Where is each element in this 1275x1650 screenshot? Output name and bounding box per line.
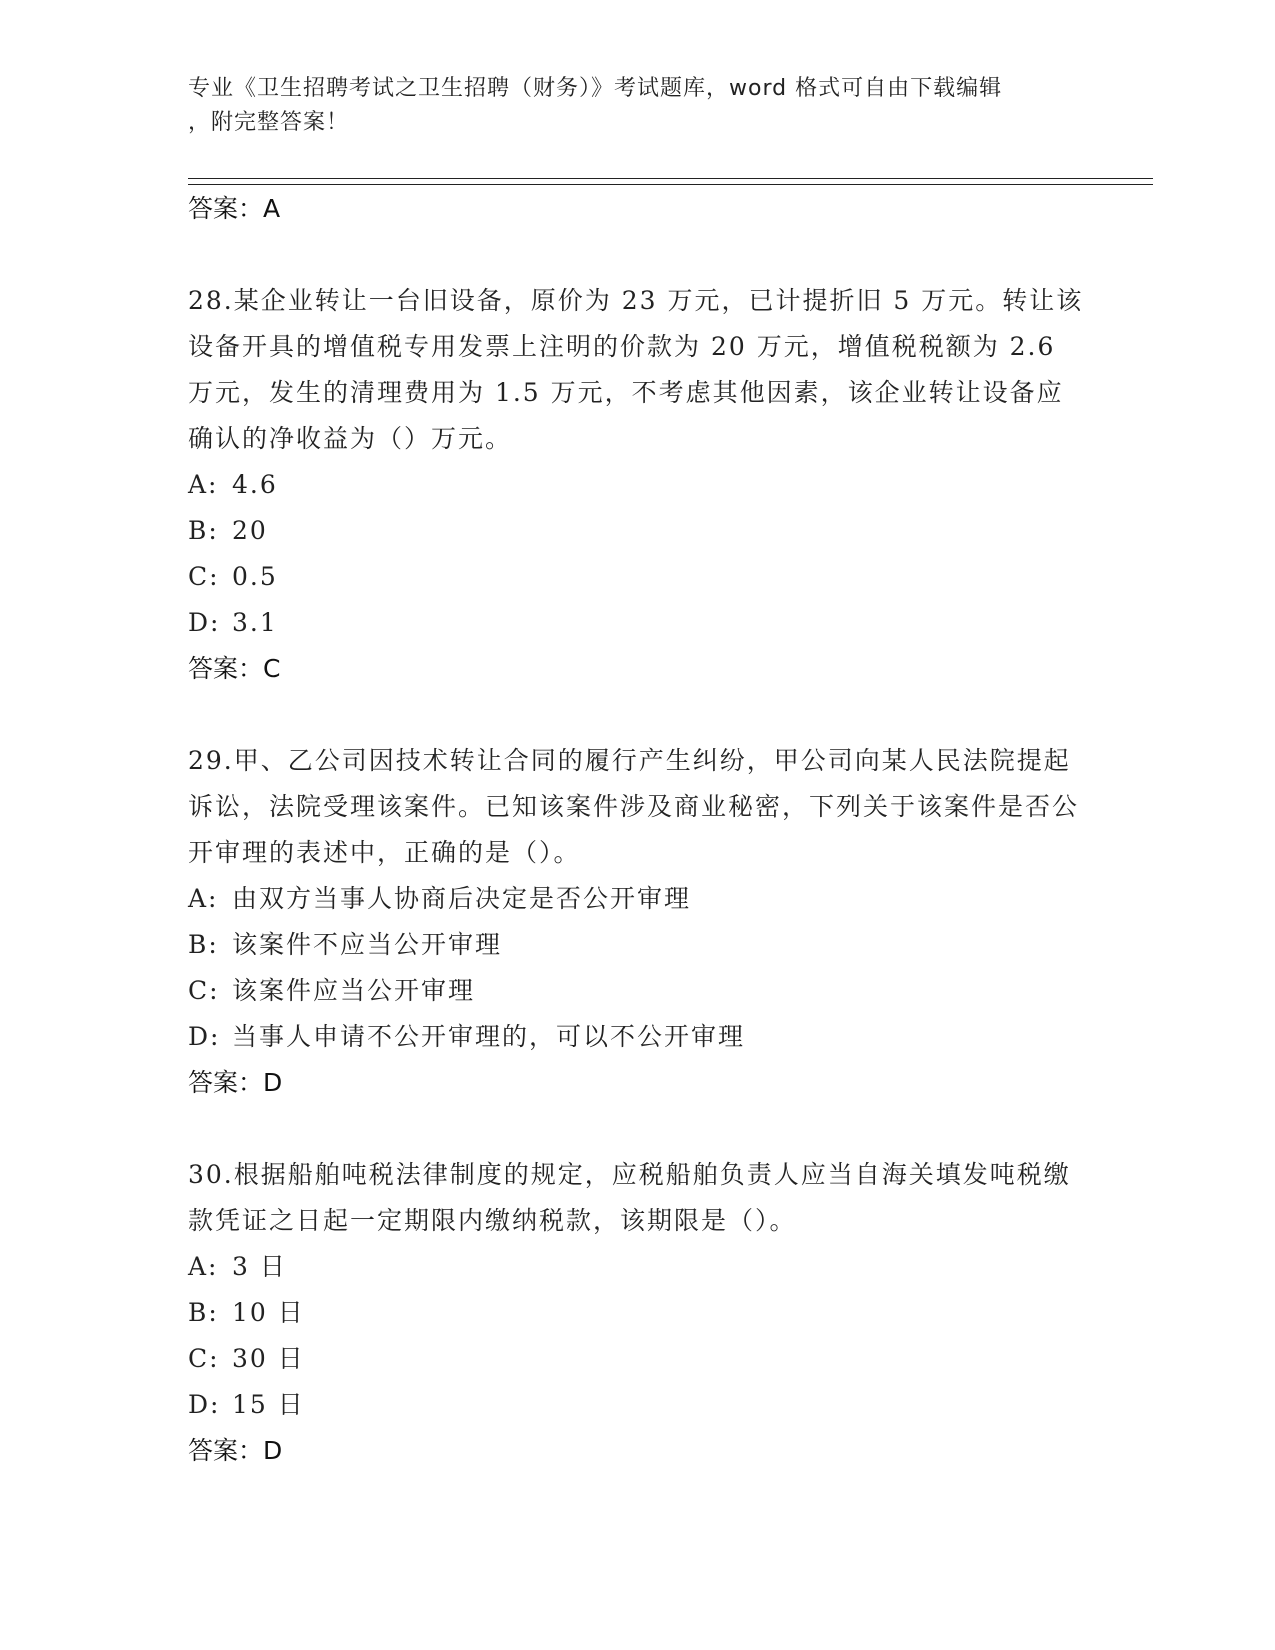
header-line-2: ，附完整答案！ [188, 110, 350, 135]
option-letter: D: [188, 1390, 221, 1419]
option-letter: D: [188, 1022, 221, 1051]
option-d [188, 1014, 1088, 1060]
question-text: 30.根据船舶吨税法律制度的规定，应税船舶负责人应当自海关填发吨税缴款凭证之日起一定期限内缴纳税款，该期限是（）。 [188, 1160, 1071, 1235]
option-a [188, 876, 1088, 922]
option-text: 20 [232, 516, 268, 545]
option-a [188, 462, 1088, 508]
answer-line: 答案：D [188, 1436, 283, 1465]
option-text: 15 日 [232, 1390, 305, 1419]
option-letter: C: [188, 562, 220, 591]
option-text: 3 日 [232, 1252, 287, 1281]
header-line-1: 专业《卫生招聘考试之卫生招聘（财务）》考试题库，word 格式可自由下载编辑 [188, 76, 1003, 101]
option-letter: A: [188, 470, 219, 499]
option-letter: B: [188, 1298, 219, 1327]
spacer [188, 692, 1088, 738]
answer-line: 答案：A [188, 194, 281, 223]
spacer [188, 232, 1088, 278]
option-a [188, 1244, 1088, 1290]
option-c [188, 968, 1088, 1014]
page-header [188, 72, 1088, 140]
option-letter: C: [188, 976, 220, 1005]
header-divider-bottom [188, 184, 1153, 185]
answer-line: 答案：C [188, 654, 281, 683]
option-b [188, 508, 1088, 554]
question-text: 28.某企业转让一台旧设备，原价为 23 万元，已计提折旧 5 万元。转让该设备开具的增值税专用发票上注明的价款为 20 万元，增值税税额为 2.6 万元，发生的清理费用为 1.5 万元，不考虑其他因素，该企业转让设备应确认的净收益为（）万元。 [188, 286, 1084, 453]
spacer [188, 1106, 1088, 1152]
option-text: 该案件应当公开审理 [232, 976, 476, 1005]
option-text: 30 日 [232, 1344, 305, 1373]
option-text: 该案件不应当公开审理 [232, 930, 503, 959]
option-letter: B: [188, 516, 219, 545]
question-list [188, 186, 1088, 1474]
option-text: 3.1 [232, 608, 278, 637]
option-b [188, 1290, 1088, 1336]
option-d [188, 1382, 1088, 1428]
option-letter: C: [188, 1344, 220, 1373]
option-text: 10 日 [232, 1298, 305, 1327]
answer-line: 答案：D [188, 1068, 283, 1097]
question-block [188, 278, 1088, 692]
option-letter: A: [188, 1252, 219, 1281]
option-letter: B: [188, 930, 219, 959]
option-d [188, 600, 1088, 646]
option-text: 0.5 [232, 562, 278, 591]
option-letter: D: [188, 608, 221, 637]
option-text: 由双方当事人协商后决定是否公开审理 [232, 884, 692, 913]
option-b [188, 922, 1088, 968]
option-text: 4.6 [232, 470, 278, 499]
question-block [188, 738, 1088, 1106]
option-c [188, 554, 1088, 600]
question-block [188, 1152, 1088, 1474]
option-c [188, 1336, 1088, 1382]
option-text: 当事人申请不公开审理的，可以不公开审理 [232, 1022, 746, 1051]
option-letter: A: [188, 884, 219, 913]
question-text: 29.甲、乙公司因技术转让合同的履行产生纠纷，甲公司向某人民法院提起诉讼，法院受理该案件。已知该案件涉及商业秘密，下列关于该案件是否公开审理的表述中，正确的是（）。 [188, 746, 1080, 867]
header-divider-top [188, 178, 1153, 179]
